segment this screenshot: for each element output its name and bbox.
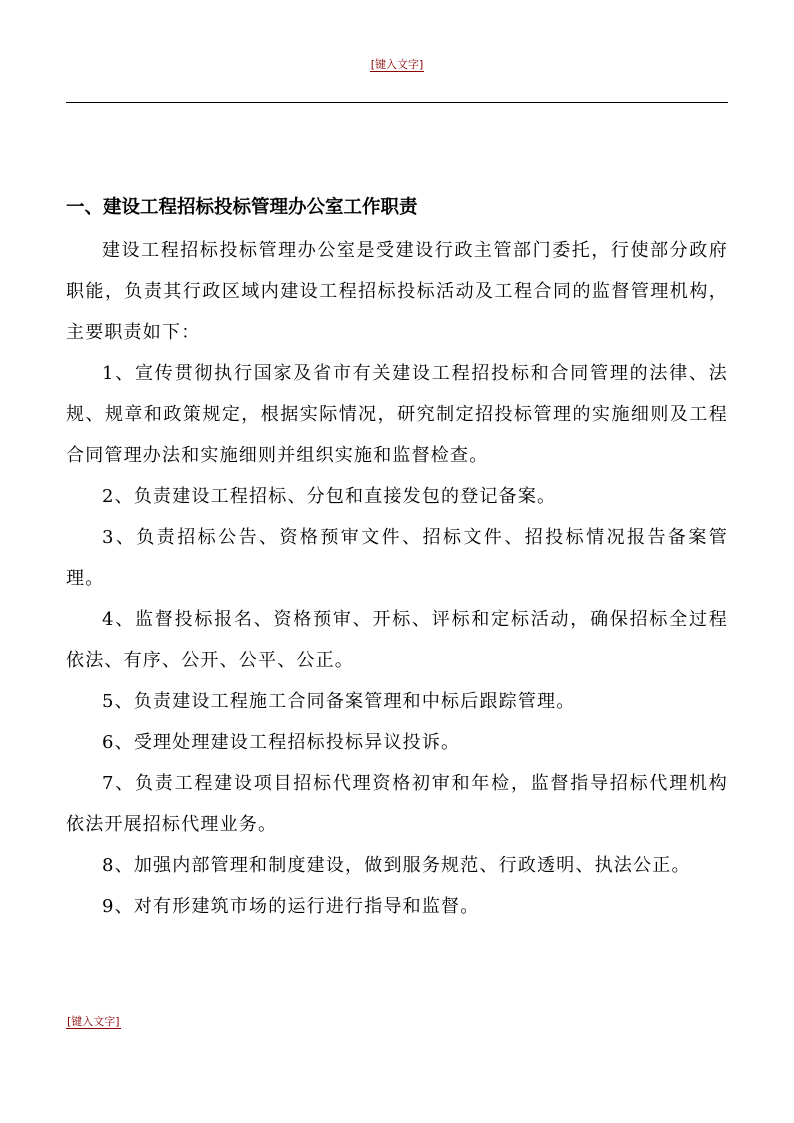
header-divider [66, 102, 728, 103]
duty-item-2: 2、负责建设工程招标、分包和直接发包的登记备案。 [102, 486, 557, 507]
header-placeholder[interactable] [0, 58, 794, 72]
intro-paragraph: 建设工程招标投标管理办公室是受建设行政主管部门委托，行使部分政府职能，负责其行政区域内建设工程招标投标活动及工程合同的监督管理机构，主要职责如下： [66, 240, 728, 343]
duty-item-5: 5、负责建设工程施工合同备案管理和中标后跟踪管理。 [102, 691, 576, 712]
footer-placeholder-text[interactable]: [键入文字] [67, 1015, 120, 1028]
duty-item-7: 7、负责工程建设项目招标代理资格初审和年检，监督指导招标代理机构依法开展招标代理业务。 [66, 773, 728, 835]
footer-placeholder[interactable] [66, 1015, 121, 1029]
duty-item-1: 1、宣传贯彻执行国家及省市有关建设工程招投标和合同管理的法律、法规、规章和政策规定，根据实际情况，研究制定招投标管理的实施细则及工程合同管理办法和实施细则并组织实施和监督检查。 [66, 363, 728, 466]
duty-item-6: 6、受理处理建设工程招标投标异议投诉。 [102, 732, 461, 753]
document-body [66, 190, 728, 927]
duty-item-8: 8、加强内部管理和制度建设，做到服务规范、行政透明、执法公正。 [102, 855, 691, 876]
header-placeholder-text[interactable]: [键入文字] [370, 58, 424, 71]
duty-item-4: 4、监督投标报名、资格预审、开标、评标和定标活动，确保招标全过程依法、有序、公开、公平、公正。 [66, 609, 728, 671]
duty-item-3: 3、负责招标公告、资格预审文件、招标文件、招投标情况报告备案管理。 [66, 527, 728, 589]
duty-item-9: 9、对有形建筑市场的运行进行指导和监督。 [102, 896, 480, 917]
section-heading: 一、建设工程招标投标管理办公室工作职责 [66, 197, 418, 218]
